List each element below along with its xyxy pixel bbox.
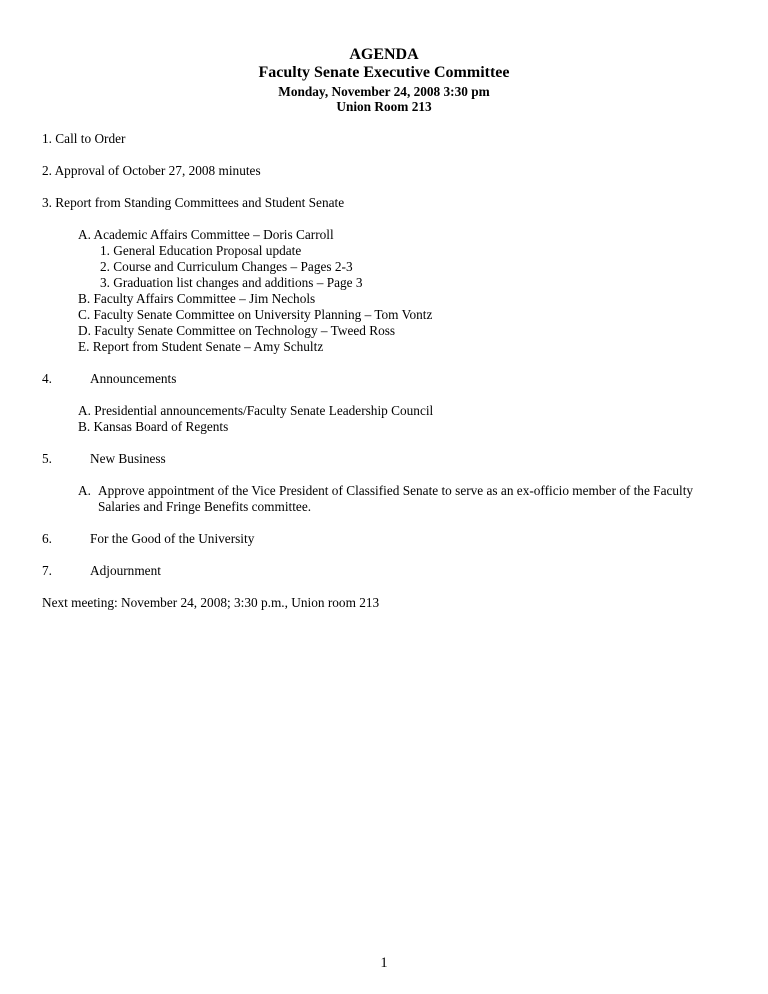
item-good-number: 6.: [42, 531, 52, 546]
new-business-a-line1: Approve appointment of the Vice President of Classified Senate to serve as an ex-officio member of the Faculty: [98, 483, 694, 498]
report-d: D. Faculty Senate Committee on Technology – Tweed Ross: [78, 323, 396, 338]
meeting-datetime: Monday, November 24, 2008 3:30 pm: [278, 84, 490, 99]
new-business-a-letter: A.: [78, 483, 91, 498]
page-title: AGENDA: [349, 46, 419, 63]
next-meeting: Next meeting: November 24, 2008; 3:30 p.m., Union room 213: [42, 595, 380, 610]
item-new-business: New Business: [90, 451, 166, 466]
item-adjournment-number: 7.: [42, 563, 52, 578]
meeting-location: Union Room 213: [336, 99, 432, 114]
report-c: C. Faculty Senate Committee on University Planning – Tom Vontz: [78, 307, 433, 322]
report-b: B. Faculty Affairs Committee – Jim Nechols: [78, 291, 316, 306]
item-new-business-number: 5.: [42, 451, 52, 466]
report-a: A. Academic Affairs Committee – Doris Carroll: [78, 227, 334, 242]
report-a-2: 2. Course and Curriculum Changes – Pages 2-3: [100, 259, 353, 274]
item-adjournment: Adjournment: [90, 563, 161, 578]
item-call-to-order: 1. Call to Order: [42, 131, 126, 146]
item-announcements: Announcements: [90, 371, 177, 386]
page-number: 1: [380, 955, 388, 971]
new-business-a-line2: Salaries and Fringe Benefits committee.: [98, 499, 312, 514]
report-e: E. Report from Student Senate – Amy Schultz: [78, 339, 324, 354]
item-reports: 3. Report from Standing Committees and Student Senate: [42, 195, 345, 210]
report-a-3: 3. Graduation list changes and additions – Page 3: [100, 275, 363, 290]
item-announcements-number: 4.: [42, 371, 52, 386]
announcement-a: A. Presidential announcements/Faculty Senate Leadership Council: [78, 403, 434, 418]
item-approval: 2. Approval of October 27, 2008 minutes: [42, 163, 261, 178]
committee-name: Faculty Senate Executive Committee: [258, 64, 510, 81]
announcement-b: B. Kansas Board of Regents: [78, 419, 229, 434]
report-a-1: 1. General Education Proposal update: [100, 243, 302, 258]
item-good-of-university: For the Good of the University: [90, 531, 255, 546]
